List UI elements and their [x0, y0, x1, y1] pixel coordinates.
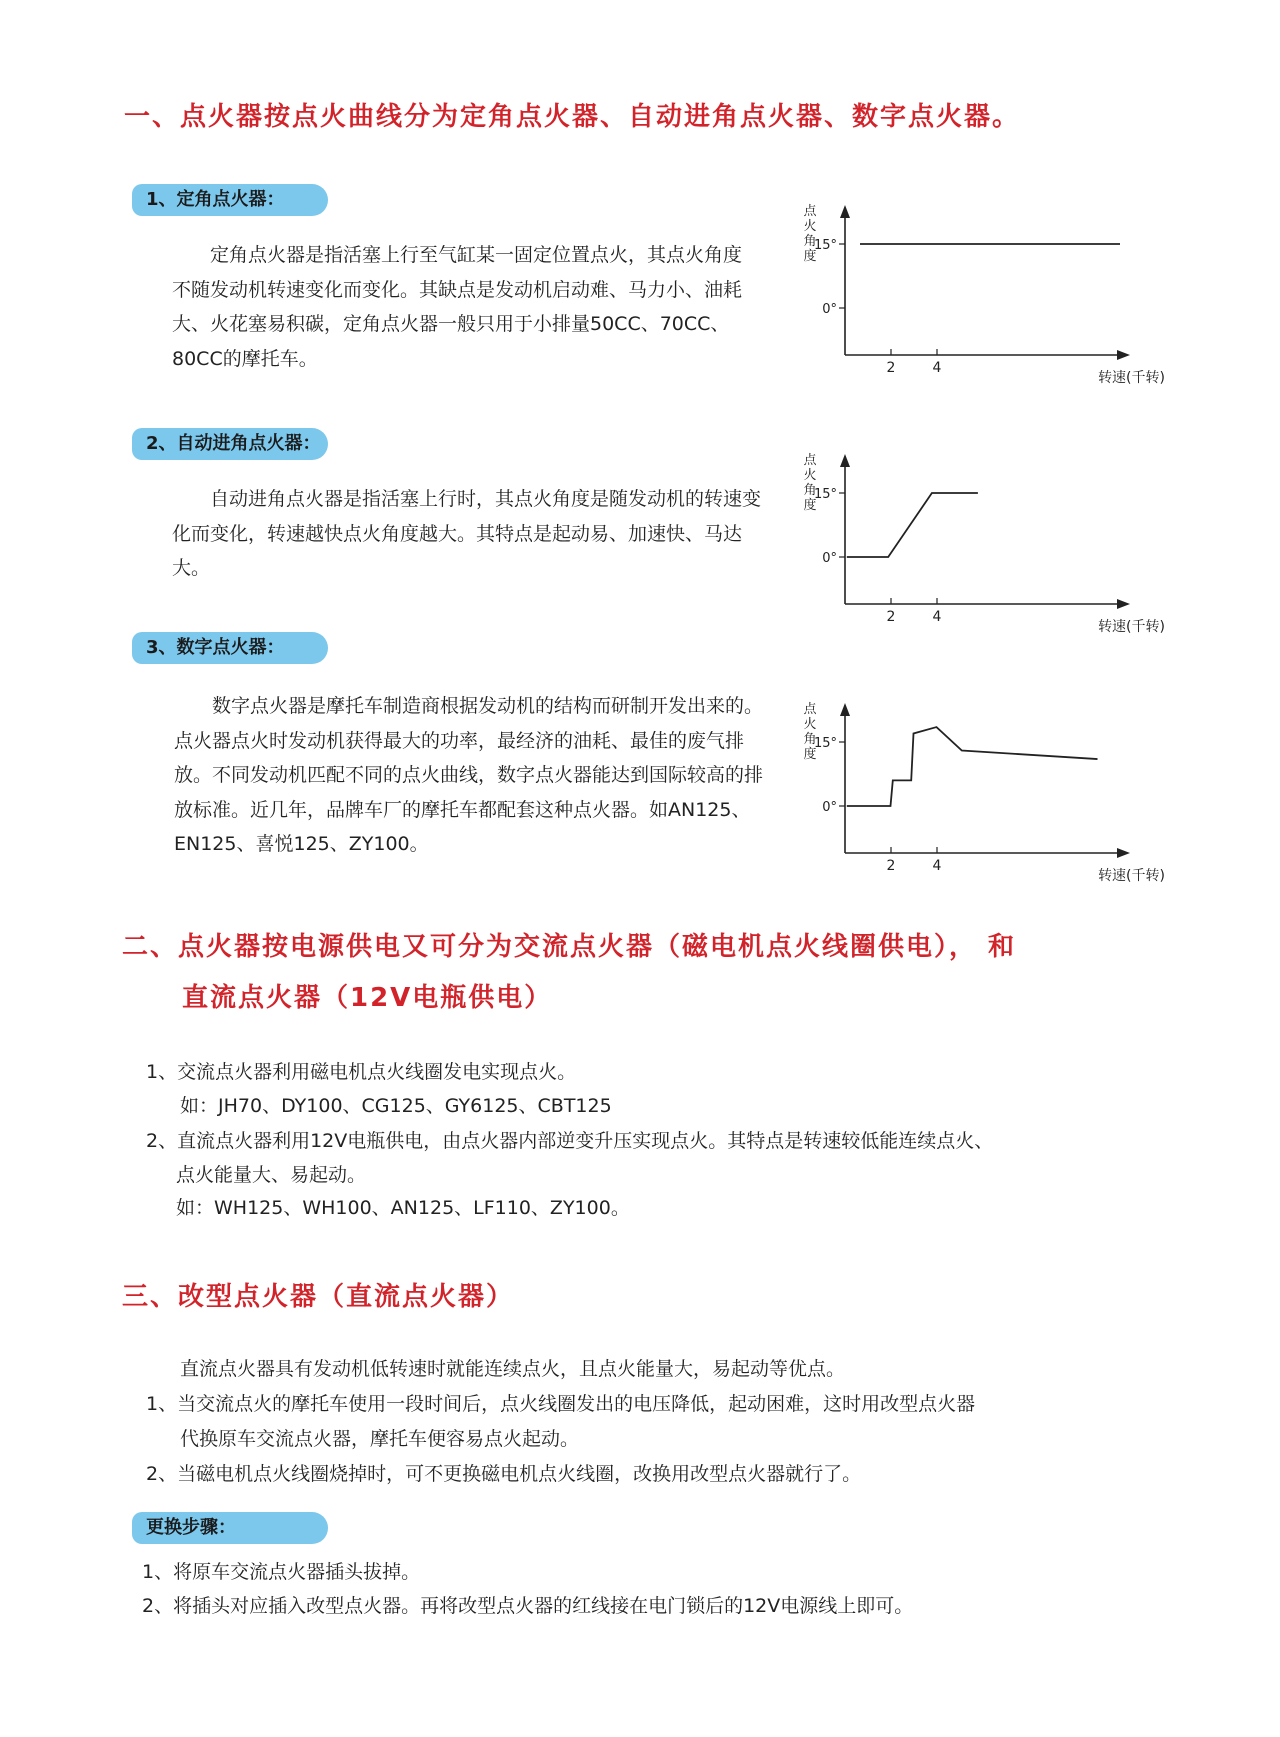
x-tick-label: 2	[886, 609, 896, 625]
x-tick-label: 4	[932, 858, 942, 874]
paragraph-digital	[174, 689, 764, 862]
y-tick-label: 0°	[822, 800, 837, 815]
y-axis-arrow	[840, 454, 850, 467]
section3-line-3: 代换原车交流点火器，摩托车便容易点火起动。	[180, 1428, 580, 1450]
y-axis-label-char: 火	[803, 717, 817, 732]
x-tick-label: 2	[886, 858, 896, 874]
x-tick-label: 2	[886, 360, 896, 376]
steps-line-1: 1、将原车交流点火器插头拔掉。	[142, 1561, 421, 1583]
data-line	[847, 493, 978, 557]
y-axis-label-char: 度	[803, 747, 817, 762]
y-tick-label: 0°	[822, 302, 837, 317]
y-axis-label-char: 火	[803, 468, 817, 483]
chart-fixed-angle	[795, 200, 1170, 395]
section2-line-2: 如：JH70、DY100、CG125、GY6125、CBT125	[180, 1095, 612, 1117]
section3-line-4: 2、当磁电机点火线圈烧掉时，可不更换磁电机点火线圈，改换用改型点火器就行了。	[146, 1463, 862, 1485]
y-axis-label-char: 度	[803, 498, 817, 513]
y-axis-label-char: 点	[803, 453, 817, 468]
y-tick-label: 0°	[822, 551, 837, 566]
x-axis-label: 转速(千转)	[1098, 619, 1165, 635]
section3-title: 三、改型点火器（直流点火器）	[122, 1282, 515, 1312]
y-axis-label-char: 度	[803, 249, 817, 264]
y-axis-arrow	[840, 205, 850, 218]
section2-title-line1: 二、点火器按电源供电又可分为交流点火器（磁电机点火线圈供电）， 和	[122, 932, 1017, 962]
section2-line-5: 如：WH125、WH100、AN125、LF110、ZY100。	[176, 1197, 630, 1219]
y-axis-label-char: 点	[803, 702, 817, 717]
y-axis-label-char: 角	[803, 732, 817, 747]
section2-line-3: 2、直流点火器利用12V电瓶供电，由点火器内部逆变升压实现点火。其特点是转速较低能连续点火、	[146, 1130, 994, 1152]
subheading-auto-advance: 2、自动进角点火器：	[132, 428, 328, 460]
x-tick-label: 4	[932, 360, 942, 376]
paragraph-digital-text: 数字点火器是摩托车制造商根据发动机的结构而研制开发出来的。点火器点火时发动机获得最大的功率，最经济的油耗、最佳的废气排放。不同发动机匹配不同的点火曲线，数字点火器能达到国际较高的排放标准。近几年，品牌车厂的摩托车都配套这种点火器。如AN125、EN125、喜悦125、ZY100。	[174, 695, 764, 855]
x-axis-label: 转速(千转)	[1098, 868, 1165, 884]
paragraph-auto-advance-text: 自动进角点火器是指活塞上行时，其点火角度是随发动机的转速变化而变化，转速越快点火角度越大。其特点是起动易、加速快、马达大。	[172, 488, 762, 579]
x-axis-label: 转速(千转)	[1098, 370, 1165, 386]
subheading-digital: 3、数字点火器：	[132, 632, 328, 664]
steps-line-2: 2、将插头对应插入改型点火器。再将改型点火器的红线接在电门锁后的12V电源线上即可。	[142, 1595, 914, 1617]
chart-auto-advance	[795, 449, 1170, 644]
x-axis-arrow	[1117, 848, 1130, 858]
section2-line-4: 点火能量大、易起动。	[176, 1164, 367, 1186]
x-axis-arrow	[1117, 599, 1130, 609]
y-axis-label-char: 角	[803, 234, 817, 249]
y-axis-label-char: 火	[803, 219, 817, 234]
y-tick-label: 15°	[813, 736, 837, 751]
section2-title-line2: 直流点火器（12V电瓶供电）	[182, 983, 553, 1013]
data-line	[847, 727, 1098, 806]
x-tick-label: 4	[932, 609, 942, 625]
paragraph-fixed-angle	[172, 238, 757, 376]
x-axis-arrow	[1117, 350, 1130, 360]
section1-title: 一、点火器按点火曲线分为定角点火器、自动进角点火器、数字点火器。	[124, 102, 1021, 132]
section2-line-1: 1、交流点火器利用磁电机点火线圈发电实现点火。	[146, 1061, 577, 1083]
subheading-fixed-angle: 1、定角点火器：	[132, 184, 328, 216]
section3-line-2: 1、当交流点火的摩托车使用一段时间后，点火线圈发出的电压降低，起动困难，这时用改型点火器	[146, 1393, 976, 1415]
section3-line-1: 直流点火器具有发动机低转速时就能连续点火，且点火能量大，易起动等优点。	[180, 1358, 846, 1380]
paragraph-auto-advance	[172, 482, 772, 586]
y-axis-label-char: 点	[803, 204, 817, 219]
paragraph-fixed-angle-text: 定角点火器是指活塞上行至气缸某一固定位置点火，其点火角度不随发动机转速变化而变化。其缺点是发动机启动难、马力小、油耗大、火花塞易积碳，定角点火器一般只用于小排量50CC、70CC、80CC的摩托车。	[172, 244, 743, 370]
y-tick-label: 15°	[813, 238, 837, 253]
chart-digital	[795, 698, 1170, 893]
y-axis-label-char: 角	[803, 483, 817, 498]
subheading-replacement-steps: 更换步骤：	[132, 1512, 328, 1544]
y-tick-label: 15°	[813, 487, 837, 502]
y-axis-arrow	[840, 703, 850, 716]
